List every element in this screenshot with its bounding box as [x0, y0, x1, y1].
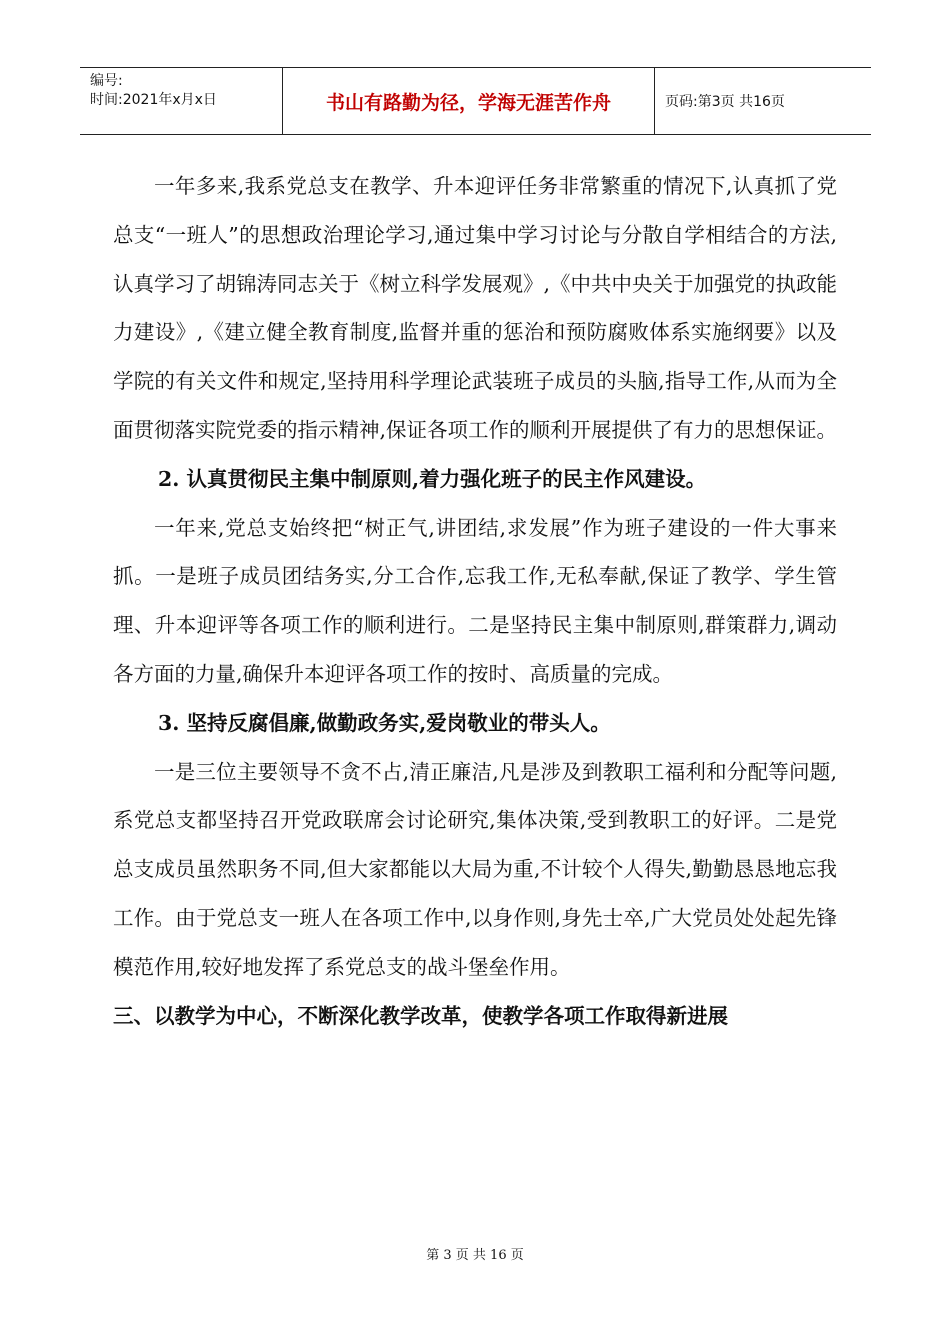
subheading-3: 3. 坚持反腐倡廉,做勤政务实,爱岗敬业的带头人。	[158, 710, 611, 735]
page-header	[80, 67, 871, 135]
document-time-label: 时间:2021年x月x日	[90, 92, 217, 108]
header-meta	[80, 68, 283, 134]
header-page-number: 页码:第3页 共16页	[665, 94, 785, 110]
subheading-2: 2. 认真贯彻民主集中制原则,着力强化班子的民主作风建设。	[158, 466, 707, 491]
paragraph-2: 一年来,党总支始终把“树正气,讲团结,求发展”作为班子建设的一件大事来抓。一是班子成员团结务实,分工合作,忘我工作,无私奉献,保证了教学、学生管理、升本迎评等各项工作的顺利进行。二是坚持民主集中制原则,群策群力,调动各方面的力量,确保升本迎评各项工作的按时、高质量的完成。	[113, 515, 837, 686]
paragraph-1: 一年多来,我系党总支在教学、升本迎评任务非常繁重的情况下,认真抓了党总支“一班人”的思想政治理论学习,通过集中学习讨论与分散自学相结合的方法,认真学习了胡锦涛同志关于《树立科学发展观》,《中共中央关于加强党的执政能力建设》,《建立健全教育制度,监督并重的惩治和预防腐败体系实施纲要》以及学院的有关文件和规定,坚持用科学理论武装班子成员的头脑,指导工作,从而为全面贯彻落实院党委的指示精神,保证各项工作的顺利开展提供了有力的思想保证。	[113, 174, 838, 442]
section-heading-3: 三、以教学为中心，不断深化教学改革，使教学各项工作取得新进展	[113, 1003, 728, 1028]
header-motto: 书山有路勤为径，学海无涯苦作舟	[283, 68, 655, 134]
page-footer: 第 3 页 共 16 页	[426, 1248, 524, 1263]
document-body	[113, 162, 837, 1040]
document-number-label: 编号:	[90, 73, 123, 89]
paragraph-3: 一是三位主要领导不贪不占,清正廉洁,凡是涉及到教职工福利和分配等问题,系党总支都坚持召开党政联席会讨论研究,集体决策,受到教职工的好评。二是党总支成员虽然职务不同,但大家都能以大局为重,不计较个人得失,勤勤恳恳地忘我工作。由于党总支一班人在各项工作中,以身作则,身先士卒,广大党员处处起先锋模范作用,较好地发挥了系党总支的战斗堡垒作用。	[113, 759, 837, 979]
